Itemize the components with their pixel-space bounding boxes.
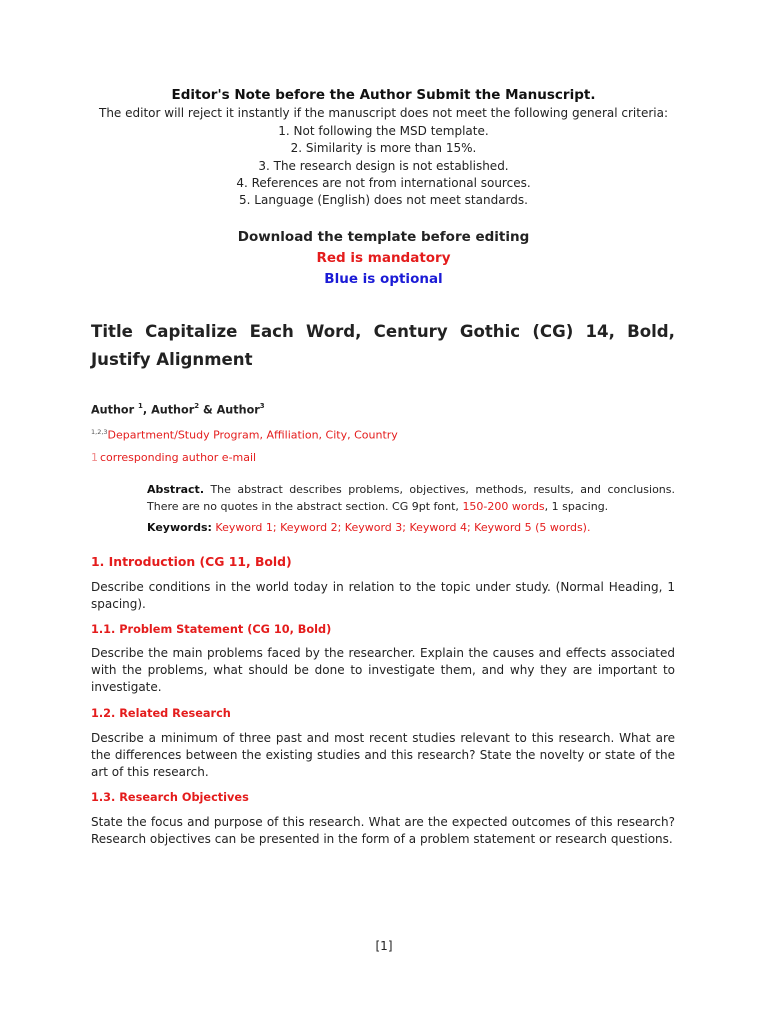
author-separator: , (142, 403, 152, 417)
criteria-item: 3. The research design is not established. (258, 158, 509, 173)
keywords (147, 521, 590, 534)
author-superscript: 2 (194, 402, 200, 410)
author-name: Author (151, 403, 195, 417)
abstract-word-count: 150-200 words (462, 499, 545, 513)
introduction-heading: 1. Introduction (CG 11, Bold) (91, 554, 292, 569)
abstract (147, 482, 675, 515)
corresponding-author-line (91, 451, 256, 464)
keywords-label: Keywords: (147, 521, 212, 534)
paper-title: Title Capitalize Each Word, Century Gothic (CG) 14, Bold, Justify Alignment (91, 322, 675, 369)
problem-statement-paragraph: Describe the main problems faced by the researcher. Explain the causes and effects associated with the problems, what should be done to investigate them, and why they are important to investigate. (91, 646, 675, 694)
editor-note-title: Editor's Note before the Author Submit the Manuscript. (171, 87, 596, 103)
page-number: [1] (375, 939, 393, 953)
author-superscript: 1 (138, 402, 143, 410)
author-superscript: 3 (259, 402, 265, 410)
criteria-item: 5. Language (English) does not meet standards. (239, 193, 528, 208)
affiliation-line (91, 428, 398, 442)
download-template-text: Download the template before editing (237, 229, 530, 245)
keywords-text: Keyword 1; Keyword 2; Keyword 3; Keyword 4; Keyword 5 (5 words). (211, 521, 591, 534)
author-name: Author (216, 403, 260, 417)
author-separator: & (199, 403, 217, 417)
author-name: Author (91, 403, 135, 417)
criteria-item: 1. Not following the MSD template. (278, 123, 489, 138)
download-notice (80, 227, 687, 290)
affiliation-superscript: 1,2,3 (91, 428, 108, 436)
corresponding-mark: 1 (91, 451, 98, 464)
criteria-item: 2. Similarity is more than 15%. (290, 141, 477, 156)
optional-legend: Blue is optional (324, 271, 443, 287)
editor-note (80, 87, 687, 210)
criteria-item: 4. References are not from international sources. (236, 176, 531, 191)
research-objectives-heading: 1.3. Research Objectives (91, 791, 249, 804)
introduction-paragraph: Describe conditions in the world today in relation to the topic under study. (Normal Heading, 1 spacing). (91, 580, 675, 611)
abstract-text: The abstract describes problems, objectives, methods, results, and conclusions. There are no quotes in the abstract section. CG 9pt font, (147, 483, 675, 513)
author-line (91, 403, 265, 417)
related-research-paragraph: Describe a minimum of three past and most recent studies relevant to this research. What are the differences between the existing studies and this research? State the novelty or state of the art of this research. (91, 731, 675, 779)
corresponding-author-email: corresponding author e-mail (100, 451, 257, 464)
problem-statement-heading: 1.1. Problem Statement (CG 10, Bold) (91, 623, 332, 636)
abstract-text-end: , 1 spacing. (544, 499, 609, 513)
mandatory-legend: Red is mandatory (316, 250, 451, 266)
editor-note-intro: The editor will reject it instantly if the manuscript does not meet the following general criteria: (99, 106, 668, 121)
related-research-heading: 1.2. Related Research (91, 707, 231, 720)
research-objectives-paragraph: State the focus and purpose of this research. What are the expected outcomes of this research? Research objectives can be presented in the form of a problem statement or research questions. (91, 815, 675, 846)
affiliation-text: Department/Study Program, Affiliation, City, Country (107, 428, 398, 442)
abstract-label: Abstract. (147, 483, 204, 496)
